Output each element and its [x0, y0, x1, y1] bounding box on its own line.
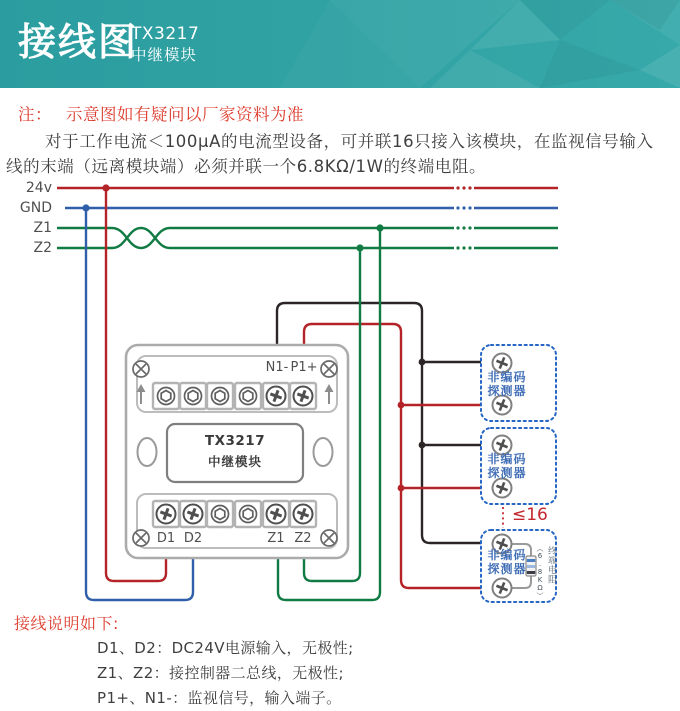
page-title: 接线图: [18, 20, 139, 64]
detector-label-line1: 非编码: [487, 370, 527, 384]
module-terminal-label-z2: Z2: [294, 531, 312, 546]
bus-line-z2: [57, 228, 558, 250]
module-subtitle: 中继模块: [207, 454, 262, 469]
module-terminal-label-d1: D1: [156, 531, 176, 546]
note-body-line1: 对于工作电流＜100μA的电流型设备，可并联16只接入该模块，在监视信号输入: [45, 132, 654, 151]
detector-count-note: ≤16: [512, 505, 548, 525]
terminal-row-top: [153, 383, 316, 409]
detector-label-line2: 探测器: [487, 561, 527, 576]
bus-line-24v: [57, 186, 558, 189]
note-prefix: 注：: [18, 105, 52, 124]
note-warning-text: 示意图如有疑问以厂家资料为准: [66, 105, 304, 124]
product-name: 中继模块: [131, 46, 198, 64]
bus-label-z2: Z2: [33, 240, 52, 256]
mounting-hole: [314, 438, 333, 466]
detector-label-1: [472, 371, 542, 398]
module-terminal-label-d2: D2: [183, 531, 203, 546]
instruction-item-d: D1、D2：DC24V电源输入，无极性;: [97, 639, 354, 657]
detector-label-line1: 非编码: [487, 548, 527, 562]
module-terminal-label-z1: Z1: [267, 531, 285, 546]
detector-label-3: [472, 549, 542, 576]
detector-label-line1: 非编码: [487, 452, 527, 466]
bus-label-24v: 24v: [25, 180, 52, 196]
bus-label-z1: Z1: [33, 220, 52, 236]
note-body-line2: 线的末端（远离模块端）必须并联一个6.8KΩ/1W的终端电阻。: [6, 157, 487, 176]
detector-label-line2: 探测器: [487, 383, 527, 398]
bus-line-z1: [57, 226, 558, 248]
module-title: TX3217: [204, 433, 266, 449]
bus-label-gnd: GND: [19, 200, 52, 216]
bus-line-gnd: [65, 206, 558, 209]
instruction-item-z: Z1、Z2：接控制器二总线，无极性;: [97, 664, 344, 682]
instruction-item-p: P1+、N1-：监视信号，输入端子。: [97, 689, 342, 707]
detector-label-line2: 探测器: [487, 465, 527, 480]
model-number: TX3217: [131, 24, 200, 44]
module-terminal-label-p1: P1+: [290, 360, 318, 375]
instructions-heading: 接线说明如下:: [14, 614, 119, 633]
resistor-value-label: （6.8KΩ）: [536, 545, 544, 599]
mounting-hole: [138, 438, 157, 466]
module-terminal-label-n1: N1-: [265, 360, 289, 375]
detector-label-2: [472, 453, 542, 480]
terminal-row-bottom: [153, 501, 316, 527]
resistor-name-label: 终端电阻: [546, 546, 556, 584]
